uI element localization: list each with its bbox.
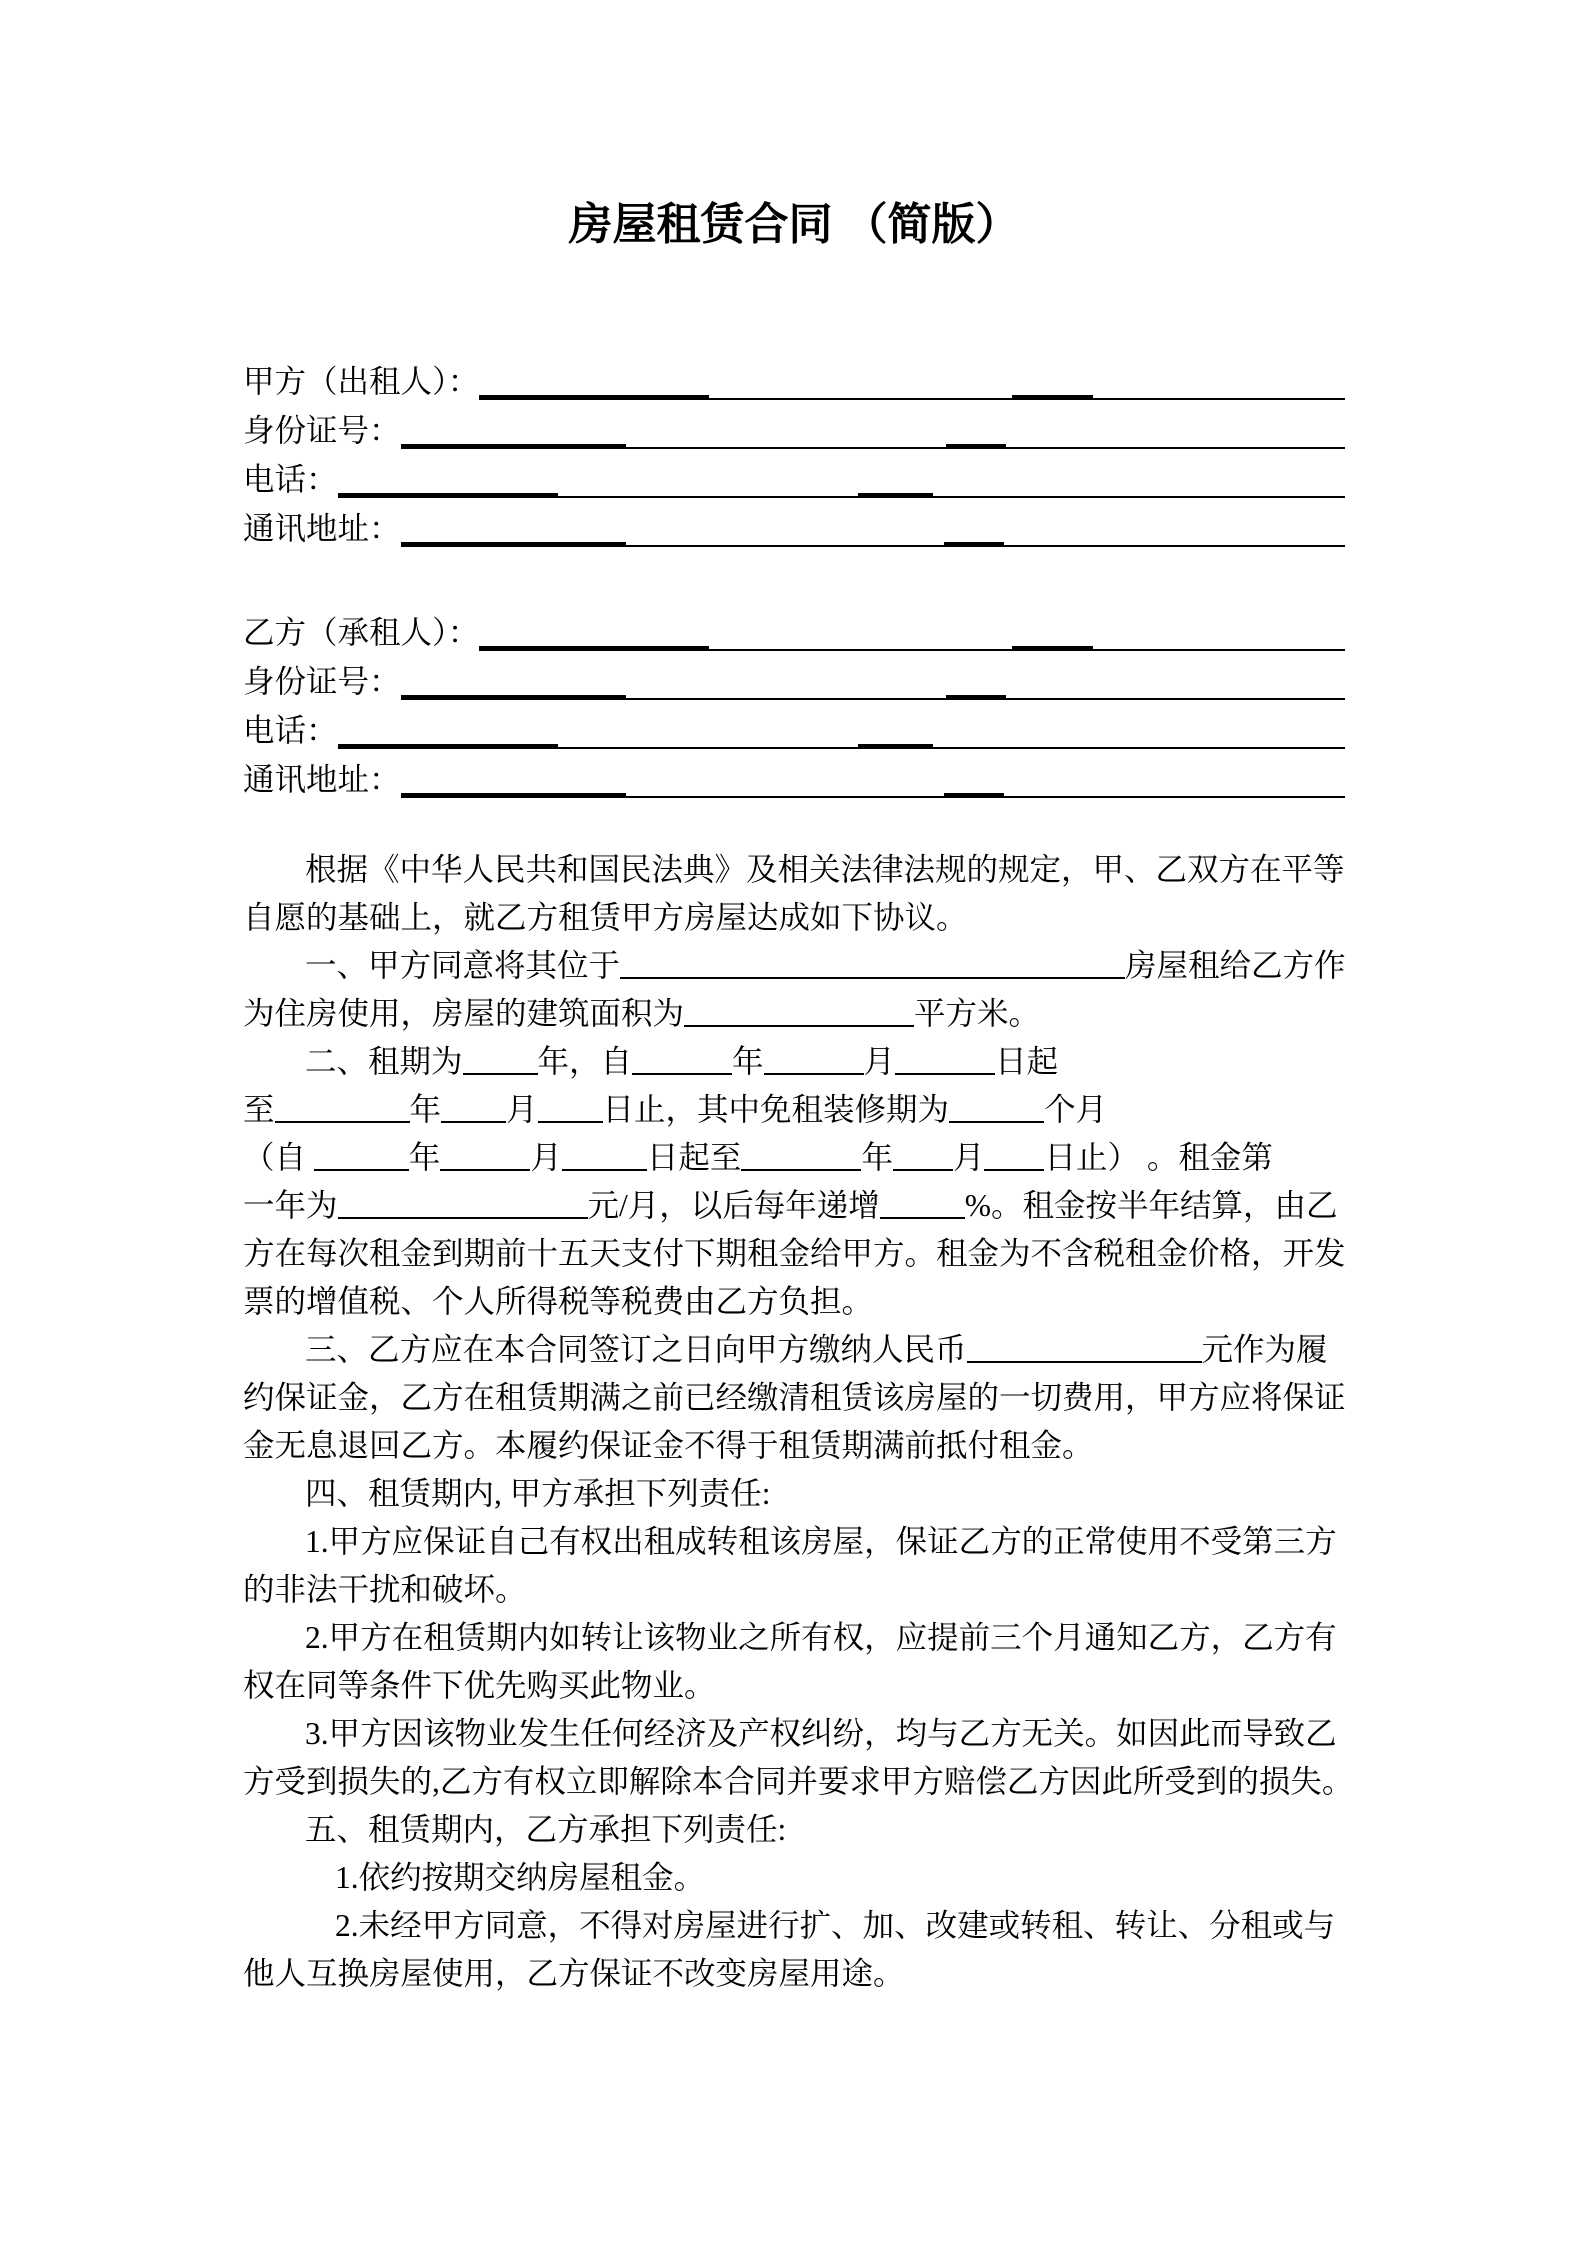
field-label: 通讯地址： (243, 511, 401, 546)
text-run: 年 (861, 1140, 893, 1175)
blank-field (1006, 447, 1345, 449)
text-run: %。租金按半年结算，由乙 (964, 1188, 1338, 1223)
text-run: 年，自 (537, 1044, 633, 1079)
blank-field (984, 1169, 1044, 1171)
blank-field (558, 747, 858, 749)
field-label: 身份证号： (243, 413, 401, 448)
contract-line (243, 1470, 1345, 1518)
party-a-section (243, 351, 1345, 547)
field-blank-line (479, 395, 1345, 400)
blank-field (709, 649, 1012, 651)
contract-title: 房屋租赁合同 （简版） (568, 200, 1020, 249)
contract-line (243, 1566, 1345, 1614)
blank-field (946, 695, 1006, 700)
text-run: 五、租赁期内，乙方承担下列责任: (305, 1812, 787, 1847)
text-run: 3.甲方因该物业发生任何经济及产权纠纷，均与乙方无关。如因此而导致乙 (305, 1716, 1337, 1751)
blank-field (967, 1361, 1202, 1363)
text-run: 四、租赁期内, 甲方承担下列责任: (305, 1476, 771, 1511)
contract-line (243, 1614, 1345, 1662)
form-field-row (243, 498, 1345, 547)
text-run: 金无息退回乙方。本履约保证金不得于租赁期满前抵付租金。 (243, 1428, 1094, 1463)
blank-field (684, 1025, 914, 1027)
text-run: 权在同等条件下优先购买此物业。 (243, 1668, 716, 1703)
blank-field (314, 1169, 409, 1171)
blank-field (944, 793, 1004, 798)
contract-line (243, 1902, 1345, 1950)
blank-field (933, 496, 1345, 498)
contract-line (243, 1806, 1345, 1854)
blank-field (338, 1217, 588, 1219)
blank-field (944, 542, 1004, 547)
text-run: 年 (409, 1092, 442, 1127)
text-run: 至 (243, 1092, 275, 1127)
contract-line (243, 846, 1345, 894)
text-run: 月 (952, 1140, 985, 1175)
blank-field (558, 496, 858, 498)
field-blank-line (479, 646, 1345, 651)
contract-line (243, 1422, 1345, 1470)
blank-field (1093, 398, 1345, 400)
contract-line (243, 1230, 1345, 1278)
blank-field (626, 545, 944, 547)
field-blank-line (401, 444, 1345, 449)
text-run: 为住房使用，房屋的建筑面积为 (243, 996, 685, 1031)
contract-line (243, 1950, 1345, 1998)
contract-line (243, 1374, 1345, 1422)
blank-field (479, 646, 709, 651)
text-run: 年 (732, 1044, 764, 1079)
blank-field (562, 1169, 647, 1171)
text-run: 一年为 (243, 1188, 338, 1223)
text-run: 个月 (1044, 1092, 1108, 1127)
contract-line (243, 1758, 1354, 1806)
blank-field (1004, 545, 1345, 547)
blank-field (441, 1121, 506, 1123)
blank-field (275, 1121, 410, 1123)
contract-body (243, 846, 1354, 1998)
blank-field (949, 1121, 1044, 1123)
text-run: 约保证金，乙方在租赁期满之前已经缴清租赁该房屋的一切费用，甲方应将保证 (243, 1380, 1346, 1415)
text-run: 日止，其中免租装修期为 (602, 1092, 950, 1127)
contract-line (243, 1326, 1345, 1374)
text-run: 的非法干扰和破坏。 (243, 1572, 527, 1607)
contract-line (243, 1518, 1345, 1566)
contract-line (243, 942, 1345, 990)
form-field-row (243, 602, 1345, 651)
text-run: 一、甲方同意将其位于 (305, 948, 621, 983)
field-blank-line (401, 542, 1345, 547)
blank-field (1012, 646, 1093, 651)
blank-field (440, 1169, 530, 1171)
contract-line (243, 1038, 1345, 1086)
field-blank-line (401, 793, 1345, 798)
blank-field (858, 493, 933, 498)
text-run: 日起 (995, 1044, 1059, 1079)
text-run: 方受到损失的,乙方有权立即解除本合同并要求甲方赔偿乙方因此所受到的损失。 (243, 1764, 1354, 1799)
blank-field (479, 395, 709, 400)
text-run: 根据《中华人民共和国民法典》及相关法律法规的规定，甲、乙双方在平等 (305, 852, 1345, 887)
contract-line (243, 1854, 1345, 1902)
field-label: 甲方（出租人）： (243, 364, 480, 399)
text-run: 方在每次租金到期前十五天支付下期租金给甲方。租金为不含税租金价格，开发 (243, 1236, 1346, 1271)
blank-field (463, 1073, 538, 1075)
form-field-row (243, 749, 1345, 798)
blank-field (1004, 796, 1345, 798)
field-blank-line (338, 493, 1345, 498)
blank-field (401, 444, 626, 449)
blank-field (946, 444, 1006, 449)
text-run: 1.甲方应保证自己有权出租成转租该房屋，保证乙方的正常使用不受第三方 (305, 1524, 1337, 1559)
blank-field (1093, 649, 1345, 651)
text-run: 二、租期为 (305, 1044, 463, 1079)
blank-field (741, 1169, 861, 1171)
text-run: 元/月，以后每年递增 (587, 1188, 880, 1223)
party-b-section (243, 602, 1345, 798)
blank-field (401, 695, 626, 700)
field-label: 电话： (243, 462, 338, 497)
blank-field (626, 447, 946, 449)
field-label: 身份证号： (243, 664, 401, 699)
blank-field (620, 977, 1125, 979)
contract-line (243, 894, 1345, 942)
field-label: 通讯地址： (243, 762, 401, 797)
text-run: 自愿的基础上，就乙方租赁甲方房屋达成如下协议。 (243, 900, 968, 935)
blank-field (1012, 395, 1093, 400)
blank-field (858, 744, 933, 749)
blank-field (401, 793, 626, 798)
contract-line (243, 1086, 1345, 1134)
contract-line (243, 1134, 1345, 1182)
field-blank-line (338, 744, 1345, 749)
text-run: 日止） 。租金第 (1044, 1140, 1273, 1175)
text-run: 月 (863, 1044, 896, 1079)
blank-field (632, 1073, 732, 1075)
contract-line (243, 1710, 1345, 1758)
field-label: 乙方（承租人）： (243, 615, 480, 650)
text-run: 他人互换房屋使用，乙方保证不改变房屋用途。 (243, 1956, 905, 1991)
blank-field (764, 1073, 864, 1075)
blank-field (933, 747, 1345, 749)
contract-line (243, 1182, 1345, 1230)
blank-field (338, 744, 558, 749)
text-run: 日起至 (646, 1140, 742, 1175)
blank-field (880, 1217, 965, 1219)
text-run: （自 (243, 1140, 314, 1175)
form-field-row (243, 651, 1345, 700)
blank-field (538, 1121, 603, 1123)
field-label: 电话： (243, 713, 338, 748)
text-run: 三、乙方应在本合同签订之日向甲方缴纳人民币 (305, 1332, 967, 1367)
text-run: 元作为履 (1201, 1332, 1328, 1367)
text-run: 票的增值税、个人所得税等税费由乙方负担。 (243, 1284, 874, 1319)
contract-line (243, 1662, 1345, 1710)
text-run: 2.未经甲方同意，不得对房屋进行扩、加、改建或转租、转让、分租或与 (335, 1908, 1336, 1943)
text-run: 年 (408, 1140, 441, 1175)
form-field-row (243, 449, 1345, 498)
form-field-row (243, 400, 1345, 449)
text-run: 房屋租给乙方作 (1125, 948, 1346, 983)
blank-field (893, 1169, 953, 1171)
field-blank-line (401, 695, 1345, 700)
text-run: 月 (530, 1140, 562, 1175)
blank-field (709, 398, 1012, 400)
form-field-row (243, 700, 1345, 749)
contract-line (243, 990, 1345, 1038)
blank-field (338, 493, 558, 498)
blank-field (626, 698, 946, 700)
blank-field (626, 796, 944, 798)
contract-line (243, 1278, 1345, 1326)
blank-field (1006, 698, 1345, 700)
text-run: 月 (506, 1092, 538, 1127)
blank-field (895, 1073, 995, 1075)
text-run: 2.甲方在租赁期内如转让该物业之所有权，应提前三个月通知乙方，乙方有 (305, 1620, 1337, 1655)
blank-field (401, 542, 626, 547)
form-field-row (243, 351, 1345, 400)
text-run: 1.依约按期交纳房屋租金。 (335, 1860, 706, 1895)
text-run: 平方米。 (914, 996, 1041, 1031)
